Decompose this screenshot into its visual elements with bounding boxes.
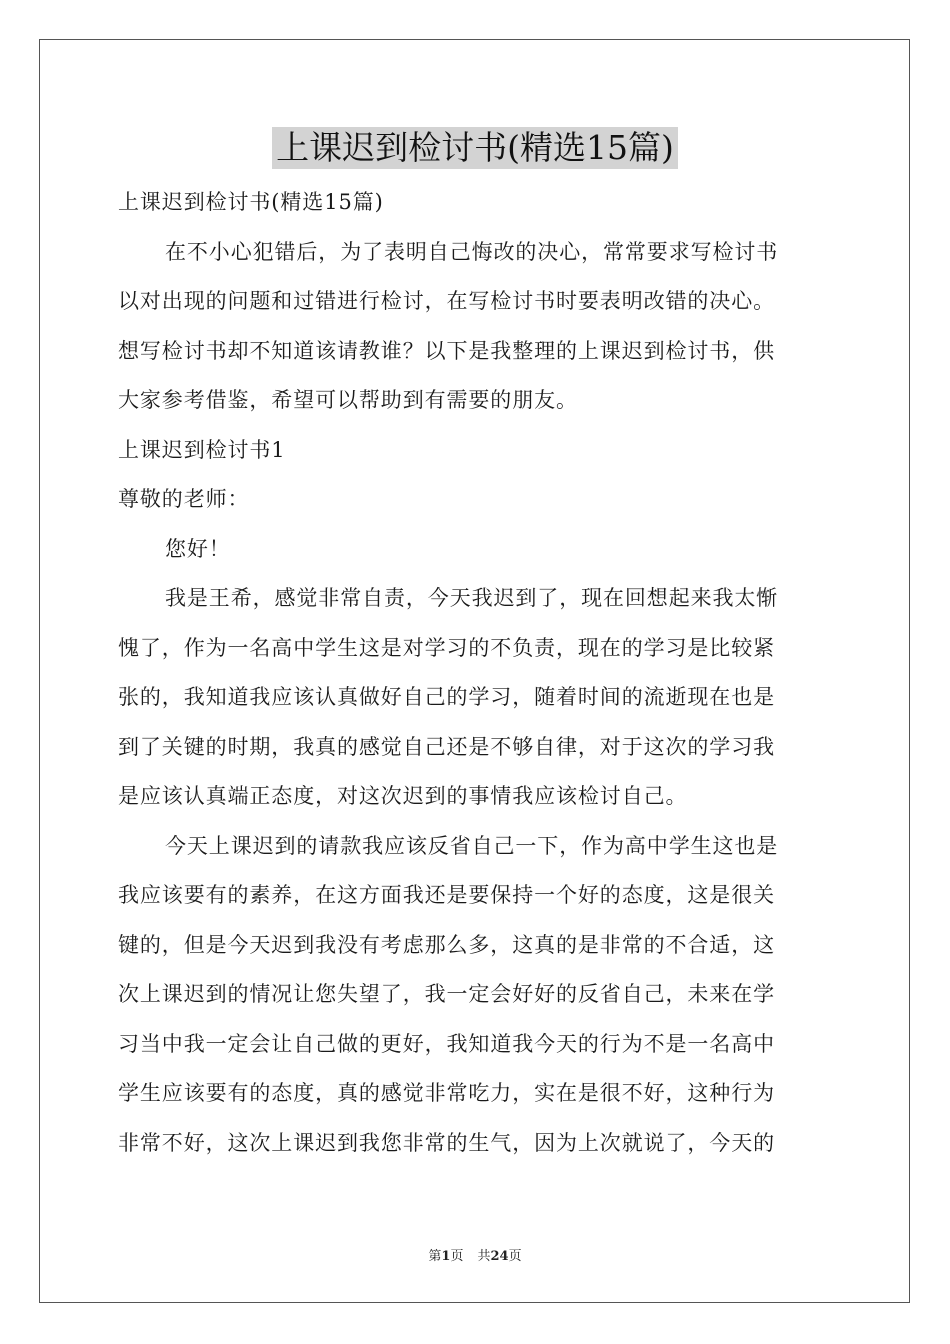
paragraph1-line: 我是王希，感觉非常自责，今天我迟到了，现在回想起来我太惭 xyxy=(165,586,779,610)
intro-line: 想写检讨书却不知道该请教谁？以下是我整理的上课迟到检讨书，供 xyxy=(118,338,775,363)
paragraph2-line: 非常不好，这次上课迟到我您非常的生气，因为上次就说了，今天的 xyxy=(118,1130,775,1155)
document-title: 上课迟到检讨书(精选15篇) xyxy=(272,127,678,169)
intro-line: 以对出现的问题和过错进行检讨，在写检讨书时要表明改错的决心。 xyxy=(118,289,775,313)
title-container xyxy=(0,127,950,169)
intro-line: 大家参考借鉴，希望可以帮助到有需要的朋友。 xyxy=(118,388,578,412)
page-number: 1 xyxy=(441,1249,451,1264)
paragraph2-line: 键的，但是今天迟到我没有考虑那么多，这真的是非常的不合适，这 xyxy=(118,932,775,957)
document-subtitle: 上课迟到检讨书(精选15篇) xyxy=(118,190,384,214)
document-body xyxy=(118,178,834,1168)
total-suffix: 页 xyxy=(508,1249,522,1264)
page-prefix: 第 xyxy=(428,1249,442,1264)
intro-line: 在不小心犯错后，为了表明自己悔改的决心，常常要求写检讨书 xyxy=(165,239,779,264)
page-footer xyxy=(0,1248,950,1266)
paragraph1-line: 到了关键的时期，我真的感觉自己还是不够自律，对于这次的学习我 xyxy=(118,734,775,759)
total-prefix: 共 xyxy=(477,1249,491,1264)
greeting: 您好！ xyxy=(165,536,231,561)
paragraph2-line: 次上课迟到的情况让您失望了，我一定会好好的反省自己，未来在学 xyxy=(118,982,775,1006)
paragraph1-line: 张的，我知道我应该认真做好自己的学习，随着时间的流逝现在也是 xyxy=(118,685,775,709)
salutation: 尊敬的老师： xyxy=(118,487,250,511)
page-suffix: 页 xyxy=(450,1249,464,1264)
paragraph1-line: 愧了，作为一名高中学生这是对学习的不负责，现在的学习是比较紧 xyxy=(118,635,775,660)
paragraph2-line: 学生应该要有的态度，真的感觉非常吃力，实在是很不好，这种行为 xyxy=(118,1081,775,1105)
paragraph1-line: 是应该认真端正态度，对这次迟到的事情我应该检讨自己。 xyxy=(118,784,688,808)
paragraph2-line: 习当中我一定会让自己做的更好，我知道我今天的行为不是一名高中 xyxy=(118,1031,775,1056)
total-pages: 24 xyxy=(490,1249,509,1264)
paragraph2-line: 我应该要有的素养，在这方面我还是要保持一个好的态度，这是很关 xyxy=(118,883,775,907)
paragraph2-line: 今天上课迟到的请款我应该反省自己一下，作为高中学生这也是 xyxy=(165,833,779,858)
section-heading: 上课迟到检讨书1 xyxy=(118,437,286,462)
